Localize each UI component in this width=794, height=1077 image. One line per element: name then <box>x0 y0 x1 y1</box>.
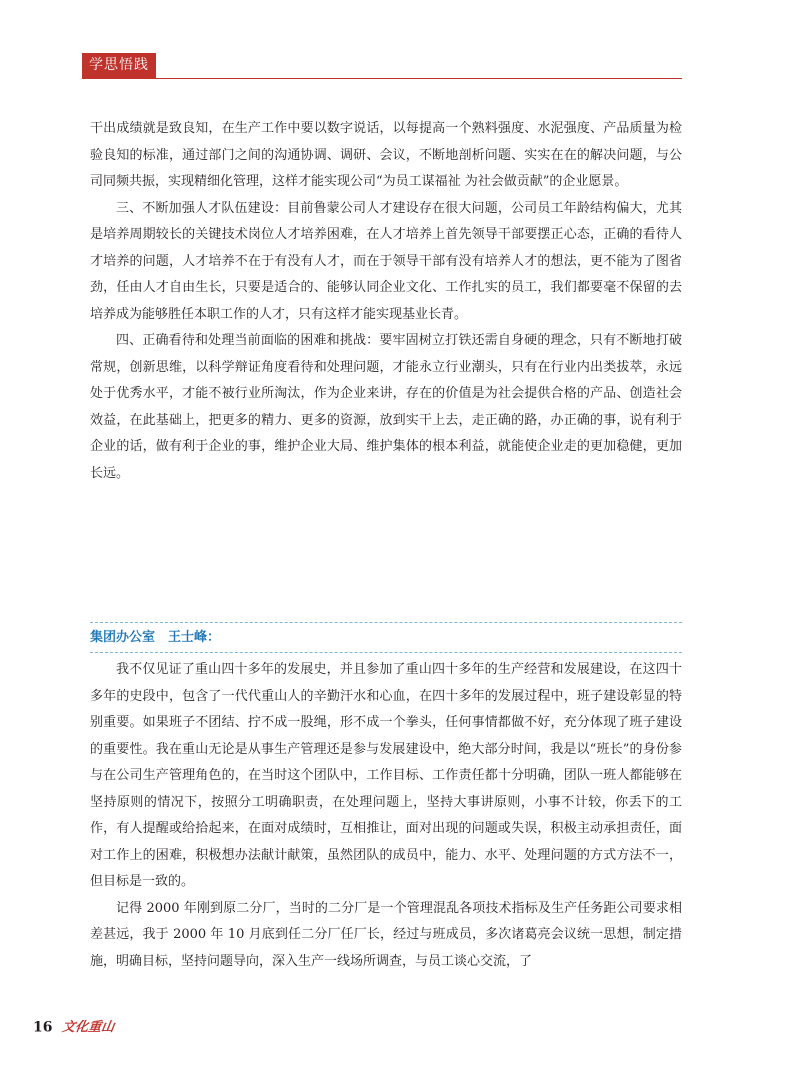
section-title-tab: 学思悟践 <box>82 53 156 78</box>
header-rule <box>82 78 682 79</box>
paragraph-challenges: 四、正确看待和处理当前面临的困难和挑战：要牢固树立打铁还需自身硬的理念，只有不断地打破常规，创新思维，以科学辩证角度看待和处理问题，才能永立行业潮头，只有在行业内出类拔萃，永远处于优秀水平，才能不被行业所淘汰，作为企业来讲，存在的价值是为社会提供合格的产品、创造社会效益，在此基础上，把更多的精力、更多的资源，放到实干上去，走正确的路，办正确的事，说有利于企业的话，做有利于企业的事，维护企业大局、维护集体的根本利益，就能使企业走的更加稳健，更加长远。 <box>90 333 682 481</box>
page-footer <box>33 1015 114 1039</box>
article-body-bottom <box>90 657 682 975</box>
brand-logo: 文化重山 <box>60 1019 115 1035</box>
paragraph-year-2000: 记得 2000 年刚到原二分厂，当时的二分厂是一个管理混乱各项技术指标及生产任务距公司要求相差甚远，我于 2000 年 10 月底到任二分厂任厂长，经过与班成员，多次诸葛亮会议统一思想，制定措施，明确目标，坚持问题导向，深入生产一线场所调查，与员工谈心交流，了 <box>90 900 682 969</box>
author-divider-top <box>90 622 682 623</box>
paragraph-talent: 三、不断加强人才队伍建设：目前鲁蒙公司人才建设存在很大问题，公司员工年龄结构偏大，尤其是培养周期较长的关键技术岗位人才培养困难，在人才培养上首先领导干部要摆正心态，正确的看待人才培养的问题，人才培养不在于有没有人才，而在于领导干部有没有培养人才的想法，更不能为了图省劲，任由人才自由生长，只要是适合的、能够认同企业文化、工作扎实的员工，我们都要毫不保留的去培养成为能够胜任本职工作的人才，只有这样才能实现基业长青。 <box>90 200 682 322</box>
author-divider-bottom <box>90 652 682 653</box>
paragraph-continued: 干出成绩就是致良知，在生产工作中要以数字说话，以每提高一个熟料强度、水泥强度、产品质量为检验良知的标准，通过部门之间的沟通协调、调研、会议，不断地剖析问题、实实在在的解决问题，与公司同频共振，实现精细化管理，这样才能实现公司“为员工谋福祉 为社会做贡献”的企业愿景。 <box>90 121 682 189</box>
paragraph-team-building: 我不仅见证了重山四十多年的发展史，并且参加了重山四十多年的生产经营和发展建设，在这四十多年的史段中，包含了一代代重山人的辛勤汗水和心血，在四十多年的发展过程中，班子建设彰显的特别重要。如果班子不团结、拧不成一股绳，形不成一个拳头，任何事情都做不好，充分体现了班子建设的重要性。我在重山无论是从事生产管理还是参与发展建设中，绝大部分时间，我是以“班长”的身份参与在公司生产管理角色的，在当时这个团队中，工作目标、工作责任都十分明确，团队一班人都能够在坚持原则的情况下，按照分工明确职责，在处理问题上，坚持大事讲原则，小事不计较，你丢下的工作，有人提醒或给拾起来，在面对成绩时，互相推让，面对出现的问题或失误，积极主动承担责任，面对工作上的困难，积极想办法献计献策，虽然团队的成员中，能力、水平、处理问题的方式方法不一，但目标是一致的。 <box>90 662 682 889</box>
page-number: 16 <box>33 1019 53 1036</box>
article-body-top <box>90 116 682 487</box>
author-heading: 集团办公室 王士峰： <box>90 630 221 645</box>
